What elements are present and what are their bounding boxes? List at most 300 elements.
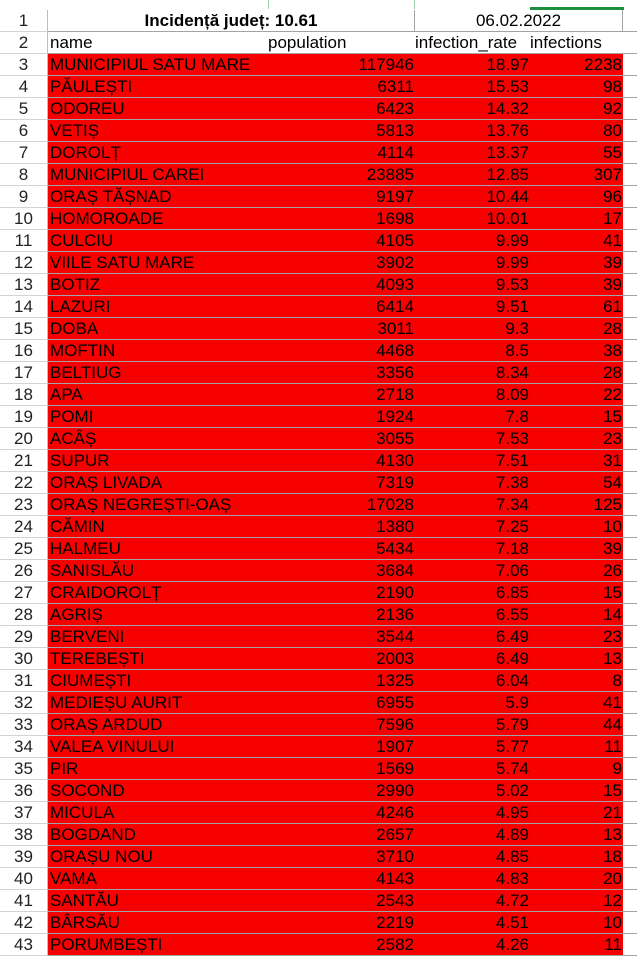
name-cell[interactable]: DOBA [48, 318, 269, 340]
name-cell[interactable]: CRAIDOROLȚ [48, 582, 269, 604]
population-cell[interactable]: 2543 [268, 890, 417, 912]
infection-rate-cell[interactable]: 4.26 [415, 934, 532, 956]
empty-cell[interactable] [623, 868, 637, 890]
name-cell[interactable]: PORUMBEȘTI [48, 934, 269, 956]
population-cell[interactable]: 6423 [268, 98, 417, 120]
empty-cell[interactable] [623, 340, 637, 362]
name-cell[interactable]: BERVENI [48, 626, 269, 648]
column-divider [414, 0, 415, 9]
sheet-row-1 [0, 10, 637, 32]
empty-cell[interactable] [623, 142, 637, 164]
name-cell[interactable]: TEREBEȘTI [48, 648, 269, 670]
row-number[interactable]: 33 [0, 714, 48, 736]
row-number[interactable]: 39 [0, 846, 48, 868]
population-cell[interactable]: 3710 [268, 846, 417, 868]
table-row [0, 76, 637, 98]
population-cell[interactable]: 1698 [268, 208, 417, 230]
infection-rate-cell[interactable]: 10.44 [415, 186, 532, 208]
name-cell[interactable]: ORAȘ LIVADA [48, 472, 269, 494]
header-name-cell[interactable]: name [48, 32, 269, 54]
table-row [0, 472, 637, 494]
infections-cell[interactable]: 61 [530, 296, 625, 318]
name-cell[interactable]: VALEA VINULUI [48, 736, 269, 758]
empty-cell[interactable] [623, 274, 637, 296]
row-number[interactable]: 43 [0, 934, 48, 956]
empty-cell[interactable] [623, 934, 637, 956]
table-row [0, 626, 637, 648]
empty-cell[interactable] [623, 912, 637, 934]
population-cell[interactable]: 4130 [268, 450, 417, 472]
infections-cell[interactable]: 26 [530, 560, 625, 582]
empty-cell[interactable] [623, 32, 637, 54]
infections-cell[interactable]: 22 [530, 384, 625, 406]
infection-rate-cell[interactable]: 6.04 [415, 670, 532, 692]
date-cell[interactable]: 06.02.2022 [415, 10, 623, 32]
empty-cell[interactable] [623, 626, 637, 648]
row-number[interactable]: 38 [0, 824, 48, 846]
name-cell[interactable]: SANTĂU [48, 890, 269, 912]
row-number[interactable]: 41 [0, 890, 48, 912]
name-cell[interactable]: VETIȘ [48, 120, 269, 142]
infection-rate-cell[interactable]: 8.09 [415, 384, 532, 406]
population-cell[interactable]: 17028 [268, 494, 417, 516]
population-cell[interactable]: 1325 [268, 670, 417, 692]
empty-cell[interactable] [623, 54, 637, 76]
name-cell[interactable]: MOFTIN [48, 340, 269, 362]
row-number[interactable]: 30 [0, 648, 48, 670]
empty-cell[interactable] [623, 450, 637, 472]
empty-cell[interactable] [623, 846, 637, 868]
table-row [0, 648, 637, 670]
population-cell[interactable]: 3902 [268, 252, 417, 274]
infections-cell[interactable]: 44 [530, 714, 625, 736]
infections-cell[interactable]: 11 [530, 736, 625, 758]
name-cell[interactable]: CIUMEȘTI [48, 670, 269, 692]
row-number[interactable]: 9 [0, 186, 48, 208]
name-cell[interactable]: MICULA [48, 802, 269, 824]
row-number[interactable]: 37 [0, 802, 48, 824]
row-number[interactable]: 18 [0, 384, 48, 406]
population-cell[interactable]: 2136 [268, 604, 417, 626]
table-row [0, 296, 637, 318]
population-cell[interactable]: 3356 [268, 362, 417, 384]
infection-rate-cell[interactable]: 13.37 [415, 142, 532, 164]
empty-cell[interactable] [623, 252, 637, 274]
empty-cell[interactable] [623, 692, 637, 714]
infection-rate-cell[interactable]: 7.38 [415, 472, 532, 494]
row-number[interactable]: 19 [0, 406, 48, 428]
header-population-cell[interactable]: population [268, 32, 417, 54]
infection-rate-cell[interactable]: 4.89 [415, 824, 532, 846]
name-cell[interactable]: VIILE SATU MARE [48, 252, 269, 274]
population-cell[interactable]: 6414 [268, 296, 417, 318]
table-row [0, 142, 637, 164]
name-cell[interactable]: MEDIEȘU AURIT [48, 692, 269, 714]
table-row [0, 340, 637, 362]
infection-rate-cell[interactable]: 7.53 [415, 428, 532, 450]
infection-rate-cell[interactable]: 7.51 [415, 450, 532, 472]
population-cell[interactable]: 2003 [268, 648, 417, 670]
infections-cell[interactable]: 96 [530, 186, 625, 208]
row-number[interactable]: 12 [0, 252, 48, 274]
infection-rate-cell[interactable]: 4.95 [415, 802, 532, 824]
table-row [0, 846, 637, 868]
population-cell[interactable]: 4246 [268, 802, 417, 824]
row-number[interactable]: 25 [0, 538, 48, 560]
table-row [0, 868, 637, 890]
population-cell[interactable]: 2657 [268, 824, 417, 846]
name-cell[interactable]: ORAȘU NOU [48, 846, 269, 868]
infection-rate-cell[interactable]: 7.06 [415, 560, 532, 582]
table-row [0, 252, 637, 274]
row-number[interactable]: 6 [0, 120, 48, 142]
population-cell[interactable]: 7319 [268, 472, 417, 494]
infection-rate-cell[interactable]: 5.77 [415, 736, 532, 758]
row-number[interactable]: 36 [0, 780, 48, 802]
infections-cell[interactable]: 28 [530, 362, 625, 384]
name-cell[interactable]: BÂRSĂU [48, 912, 269, 934]
infection-rate-cell[interactable]: 14.32 [415, 98, 532, 120]
row-number[interactable]: 4 [0, 76, 48, 98]
infection-rate-cell[interactable]: 7.34 [415, 494, 532, 516]
table-row [0, 120, 637, 142]
row-number[interactable]: 7 [0, 142, 48, 164]
table-row [0, 736, 637, 758]
row-number[interactable]: 3 [0, 54, 48, 76]
row-number[interactable]: 26 [0, 560, 48, 582]
infection-rate-cell[interactable]: 6.85 [415, 582, 532, 604]
infections-cell[interactable]: 98 [530, 76, 625, 98]
infections-cell[interactable]: 125 [530, 494, 625, 516]
infection-rate-cell[interactable]: 9.99 [415, 252, 532, 274]
population-cell[interactable]: 1569 [268, 758, 417, 780]
infection-rate-cell[interactable]: 4.85 [415, 846, 532, 868]
row-number[interactable]: 8 [0, 164, 48, 186]
table-row [0, 384, 637, 406]
table-row [0, 714, 637, 736]
population-cell[interactable]: 3684 [268, 560, 417, 582]
empty-cell[interactable] [623, 428, 637, 450]
population-cell[interactable]: 4093 [268, 274, 417, 296]
name-cell[interactable]: ORAȘ NEGREȘTI-OAȘ [48, 494, 269, 516]
empty-cell[interactable] [623, 98, 637, 120]
sheet-row-2 [0, 32, 637, 54]
name-cell[interactable]: LAZURI [48, 296, 269, 318]
name-cell[interactable]: AGRIȘ [48, 604, 269, 626]
row-number[interactable]: 13 [0, 274, 48, 296]
population-cell[interactable]: 6311 [268, 76, 417, 98]
name-cell[interactable]: DOROLȚ [48, 142, 269, 164]
infections-cell[interactable]: 10 [530, 516, 625, 538]
infection-rate-cell[interactable]: 10.01 [415, 208, 532, 230]
infection-rate-cell[interactable]: 6.55 [415, 604, 532, 626]
infections-cell[interactable]: 39 [530, 274, 625, 296]
infection-rate-cell[interactable]: 8.34 [415, 362, 532, 384]
empty-cell[interactable] [623, 10, 637, 32]
population-cell[interactable]: 2219 [268, 912, 417, 934]
population-cell[interactable]: 5813 [268, 120, 417, 142]
empty-cell[interactable] [623, 714, 637, 736]
empty-cell[interactable] [623, 538, 637, 560]
name-cell[interactable]: MUNICIPIUL CAREI [48, 164, 269, 186]
table-row [0, 890, 637, 912]
empty-cell[interactable] [623, 362, 637, 384]
empty-cell[interactable] [623, 494, 637, 516]
row-number[interactable]: 22 [0, 472, 48, 494]
table-row [0, 274, 637, 296]
row-number[interactable]: 10 [0, 208, 48, 230]
population-cell[interactable]: 2718 [268, 384, 417, 406]
infections-cell[interactable]: 20 [530, 868, 625, 890]
empty-cell[interactable] [623, 802, 637, 824]
name-cell[interactable]: ORAȘ TĂȘNAD [48, 186, 269, 208]
table-row [0, 494, 637, 516]
table-row [0, 582, 637, 604]
population-cell[interactable]: 4114 [268, 142, 417, 164]
infections-cell[interactable]: 11 [530, 934, 625, 956]
infections-cell[interactable]: 92 [530, 98, 625, 120]
infections-cell[interactable]: 307 [530, 164, 625, 186]
population-cell[interactable]: 3055 [268, 428, 417, 450]
infections-cell[interactable]: 21 [530, 802, 625, 824]
population-cell[interactable]: 7596 [268, 714, 417, 736]
table-row [0, 362, 637, 384]
infections-cell[interactable]: 17 [530, 208, 625, 230]
empty-cell[interactable] [623, 318, 637, 340]
infection-rate-cell[interactable]: 4.72 [415, 890, 532, 912]
name-cell[interactable]: ORAȘ ARDUD [48, 714, 269, 736]
population-cell[interactable]: 6955 [268, 692, 417, 714]
infection-rate-cell[interactable]: 8.5 [415, 340, 532, 362]
row-number[interactable]: 31 [0, 670, 48, 692]
table-row [0, 406, 637, 428]
infections-cell[interactable]: 15 [530, 780, 625, 802]
empty-cell[interactable] [623, 736, 637, 758]
row-number[interactable]: 11 [0, 230, 48, 252]
infection-rate-cell[interactable]: 5.9 [415, 692, 532, 714]
infections-cell[interactable]: 12 [530, 890, 625, 912]
infections-cell[interactable]: 39 [530, 252, 625, 274]
population-cell[interactable]: 4105 [268, 230, 417, 252]
row-number[interactable]: 1 [0, 10, 48, 32]
row-number[interactable]: 23 [0, 494, 48, 516]
empty-cell[interactable] [623, 186, 637, 208]
table-row [0, 164, 637, 186]
table-row [0, 934, 637, 956]
table-row [0, 538, 637, 560]
name-cell[interactable]: CĂMIN [48, 516, 269, 538]
table-row [0, 692, 637, 714]
row-number[interactable]: 35 [0, 758, 48, 780]
name-cell[interactable]: SUPUR [48, 450, 269, 472]
name-cell[interactable]: BELTIUG [48, 362, 269, 384]
infections-cell[interactable]: 9 [530, 758, 625, 780]
population-cell[interactable]: 2990 [268, 780, 417, 802]
name-cell[interactable]: HALMEU [48, 538, 269, 560]
population-cell[interactable]: 3544 [268, 626, 417, 648]
table-row [0, 802, 637, 824]
table-row [0, 516, 637, 538]
infection-rate-cell[interactable]: 4.51 [415, 912, 532, 934]
population-cell[interactable]: 3011 [268, 318, 417, 340]
infection-rate-cell[interactable]: 5.79 [415, 714, 532, 736]
empty-cell[interactable] [623, 164, 637, 186]
name-cell[interactable]: PĂULEȘTI [48, 76, 269, 98]
table-row [0, 428, 637, 450]
row-number[interactable]: 14 [0, 296, 48, 318]
table-row [0, 450, 637, 472]
table-row [0, 758, 637, 780]
empty-cell[interactable] [623, 890, 637, 912]
infection-rate-cell[interactable]: 9.51 [415, 296, 532, 318]
row-number[interactable]: 27 [0, 582, 48, 604]
population-cell[interactable]: 1380 [268, 516, 417, 538]
infection-rate-cell[interactable]: 9.53 [415, 274, 532, 296]
infections-cell[interactable]: 80 [530, 120, 625, 142]
infection-rate-cell[interactable]: 9.99 [415, 230, 532, 252]
header-infections-cell[interactable]: infections [530, 32, 625, 54]
infection-rate-cell[interactable]: 15.53 [415, 76, 532, 98]
infections-cell[interactable]: 31 [530, 450, 625, 472]
infections-cell[interactable]: 13 [530, 648, 625, 670]
name-cell[interactable]: APA [48, 384, 269, 406]
empty-cell[interactable] [623, 296, 637, 318]
infections-cell[interactable]: 2238 [530, 54, 625, 76]
row-number[interactable]: 32 [0, 692, 48, 714]
row-number[interactable]: 21 [0, 450, 48, 472]
name-cell[interactable]: HOMOROADE [48, 208, 269, 230]
incidence-cell[interactable]: Incidență județ: 10.61 [48, 10, 415, 32]
row-number[interactable]: 16 [0, 340, 48, 362]
population-cell[interactable]: 2190 [268, 582, 417, 604]
row-number[interactable]: 34 [0, 736, 48, 758]
population-cell[interactable]: 5434 [268, 538, 417, 560]
population-cell[interactable]: 1924 [268, 406, 417, 428]
population-cell[interactable]: 9197 [268, 186, 417, 208]
table-row [0, 186, 637, 208]
empty-cell[interactable] [623, 780, 637, 802]
empty-cell[interactable] [623, 670, 637, 692]
name-cell[interactable]: BOTIZ [48, 274, 269, 296]
empty-cell[interactable] [623, 582, 637, 604]
row-number[interactable]: 2 [0, 32, 48, 54]
table-row [0, 230, 637, 252]
row-number[interactable]: 20 [0, 428, 48, 450]
row-number[interactable]: 5 [0, 98, 48, 120]
row-number[interactable]: 40 [0, 868, 48, 890]
empty-cell[interactable] [623, 824, 637, 846]
name-cell[interactable]: SOCOND [48, 780, 269, 802]
population-cell[interactable]: 1907 [268, 736, 417, 758]
infections-cell[interactable]: 28 [530, 318, 625, 340]
infections-cell[interactable]: 41 [530, 230, 625, 252]
infections-cell[interactable]: 39 [530, 538, 625, 560]
name-cell[interactable]: PIR [48, 758, 269, 780]
empty-cell[interactable] [623, 406, 637, 428]
empty-cell[interactable] [623, 516, 637, 538]
name-cell[interactable]: CULCIU [48, 230, 269, 252]
table-row [0, 98, 637, 120]
empty-cell[interactable] [623, 230, 637, 252]
infection-rate-cell[interactable]: 9.3 [415, 318, 532, 340]
population-cell[interactable]: 4468 [268, 340, 417, 362]
population-cell[interactable]: 4143 [268, 868, 417, 890]
infections-cell[interactable]: 54 [530, 472, 625, 494]
population-cell[interactable]: 23885 [268, 164, 417, 186]
infections-cell[interactable]: 18 [530, 846, 625, 868]
name-cell[interactable]: ODOREU [48, 98, 269, 120]
row-number[interactable]: 28 [0, 604, 48, 626]
population-cell[interactable]: 2582 [268, 934, 417, 956]
infection-rate-cell[interactable]: 5.74 [415, 758, 532, 780]
infections-cell[interactable]: 55 [530, 142, 625, 164]
table-row [0, 912, 637, 934]
infections-cell[interactable]: 23 [530, 626, 625, 648]
population-cell[interactable]: 117946 [268, 54, 417, 76]
infection-rate-cell[interactable]: 13.76 [415, 120, 532, 142]
infections-cell[interactable]: 38 [530, 340, 625, 362]
empty-cell[interactable] [623, 758, 637, 780]
empty-cell[interactable] [623, 560, 637, 582]
table-row [0, 780, 637, 802]
empty-cell[interactable] [623, 384, 637, 406]
name-cell[interactable]: VAMA [48, 868, 269, 890]
table-row [0, 824, 637, 846]
name-cell[interactable]: BOGDAND [48, 824, 269, 846]
infection-rate-cell[interactable]: 6.49 [415, 648, 532, 670]
infection-rate-cell[interactable]: 5.02 [415, 780, 532, 802]
empty-cell[interactable] [623, 208, 637, 230]
row-number[interactable]: 29 [0, 626, 48, 648]
infection-rate-cell[interactable]: 18.97 [415, 54, 532, 76]
infection-rate-cell[interactable]: 4.83 [415, 868, 532, 890]
header-infection-rate-cell[interactable]: infection_rate [415, 32, 532, 54]
name-cell[interactable]: MUNICIPIUL SATU MARE [48, 54, 269, 76]
infection-rate-cell[interactable]: 7.25 [415, 516, 532, 538]
empty-cell[interactable] [623, 472, 637, 494]
row-number[interactable]: 17 [0, 362, 48, 384]
infections-cell[interactable]: 13 [530, 824, 625, 846]
name-cell[interactable]: SANISLĂU [48, 560, 269, 582]
table-row [0, 670, 637, 692]
table-row [0, 318, 637, 340]
name-cell[interactable]: POMI [48, 406, 269, 428]
infections-cell[interactable]: 8 [530, 670, 625, 692]
infections-cell[interactable]: 15 [530, 582, 625, 604]
infection-rate-cell[interactable]: 7.8 [415, 406, 532, 428]
infections-cell[interactable]: 14 [530, 604, 625, 626]
column-header-strip [0, 0, 637, 10]
infection-rate-cell[interactable]: 6.49 [415, 626, 532, 648]
empty-cell[interactable] [623, 648, 637, 670]
infection-rate-cell[interactable]: 12.85 [415, 164, 532, 186]
row-number[interactable]: 42 [0, 912, 48, 934]
column-divider [268, 0, 269, 9]
infections-cell[interactable]: 41 [530, 692, 625, 714]
infections-cell[interactable]: 15 [530, 406, 625, 428]
table-row [0, 560, 637, 582]
row-number[interactable]: 15 [0, 318, 48, 340]
infections-cell[interactable]: 23 [530, 428, 625, 450]
table-row [0, 604, 637, 626]
empty-cell[interactable] [623, 76, 637, 98]
empty-cell[interactable] [623, 120, 637, 142]
infections-cell[interactable]: 10 [530, 912, 625, 934]
empty-cell[interactable] [623, 604, 637, 626]
row-number[interactable]: 24 [0, 516, 48, 538]
name-cell[interactable]: ACÂȘ [48, 428, 269, 450]
infection-rate-cell[interactable]: 7.18 [415, 538, 532, 560]
